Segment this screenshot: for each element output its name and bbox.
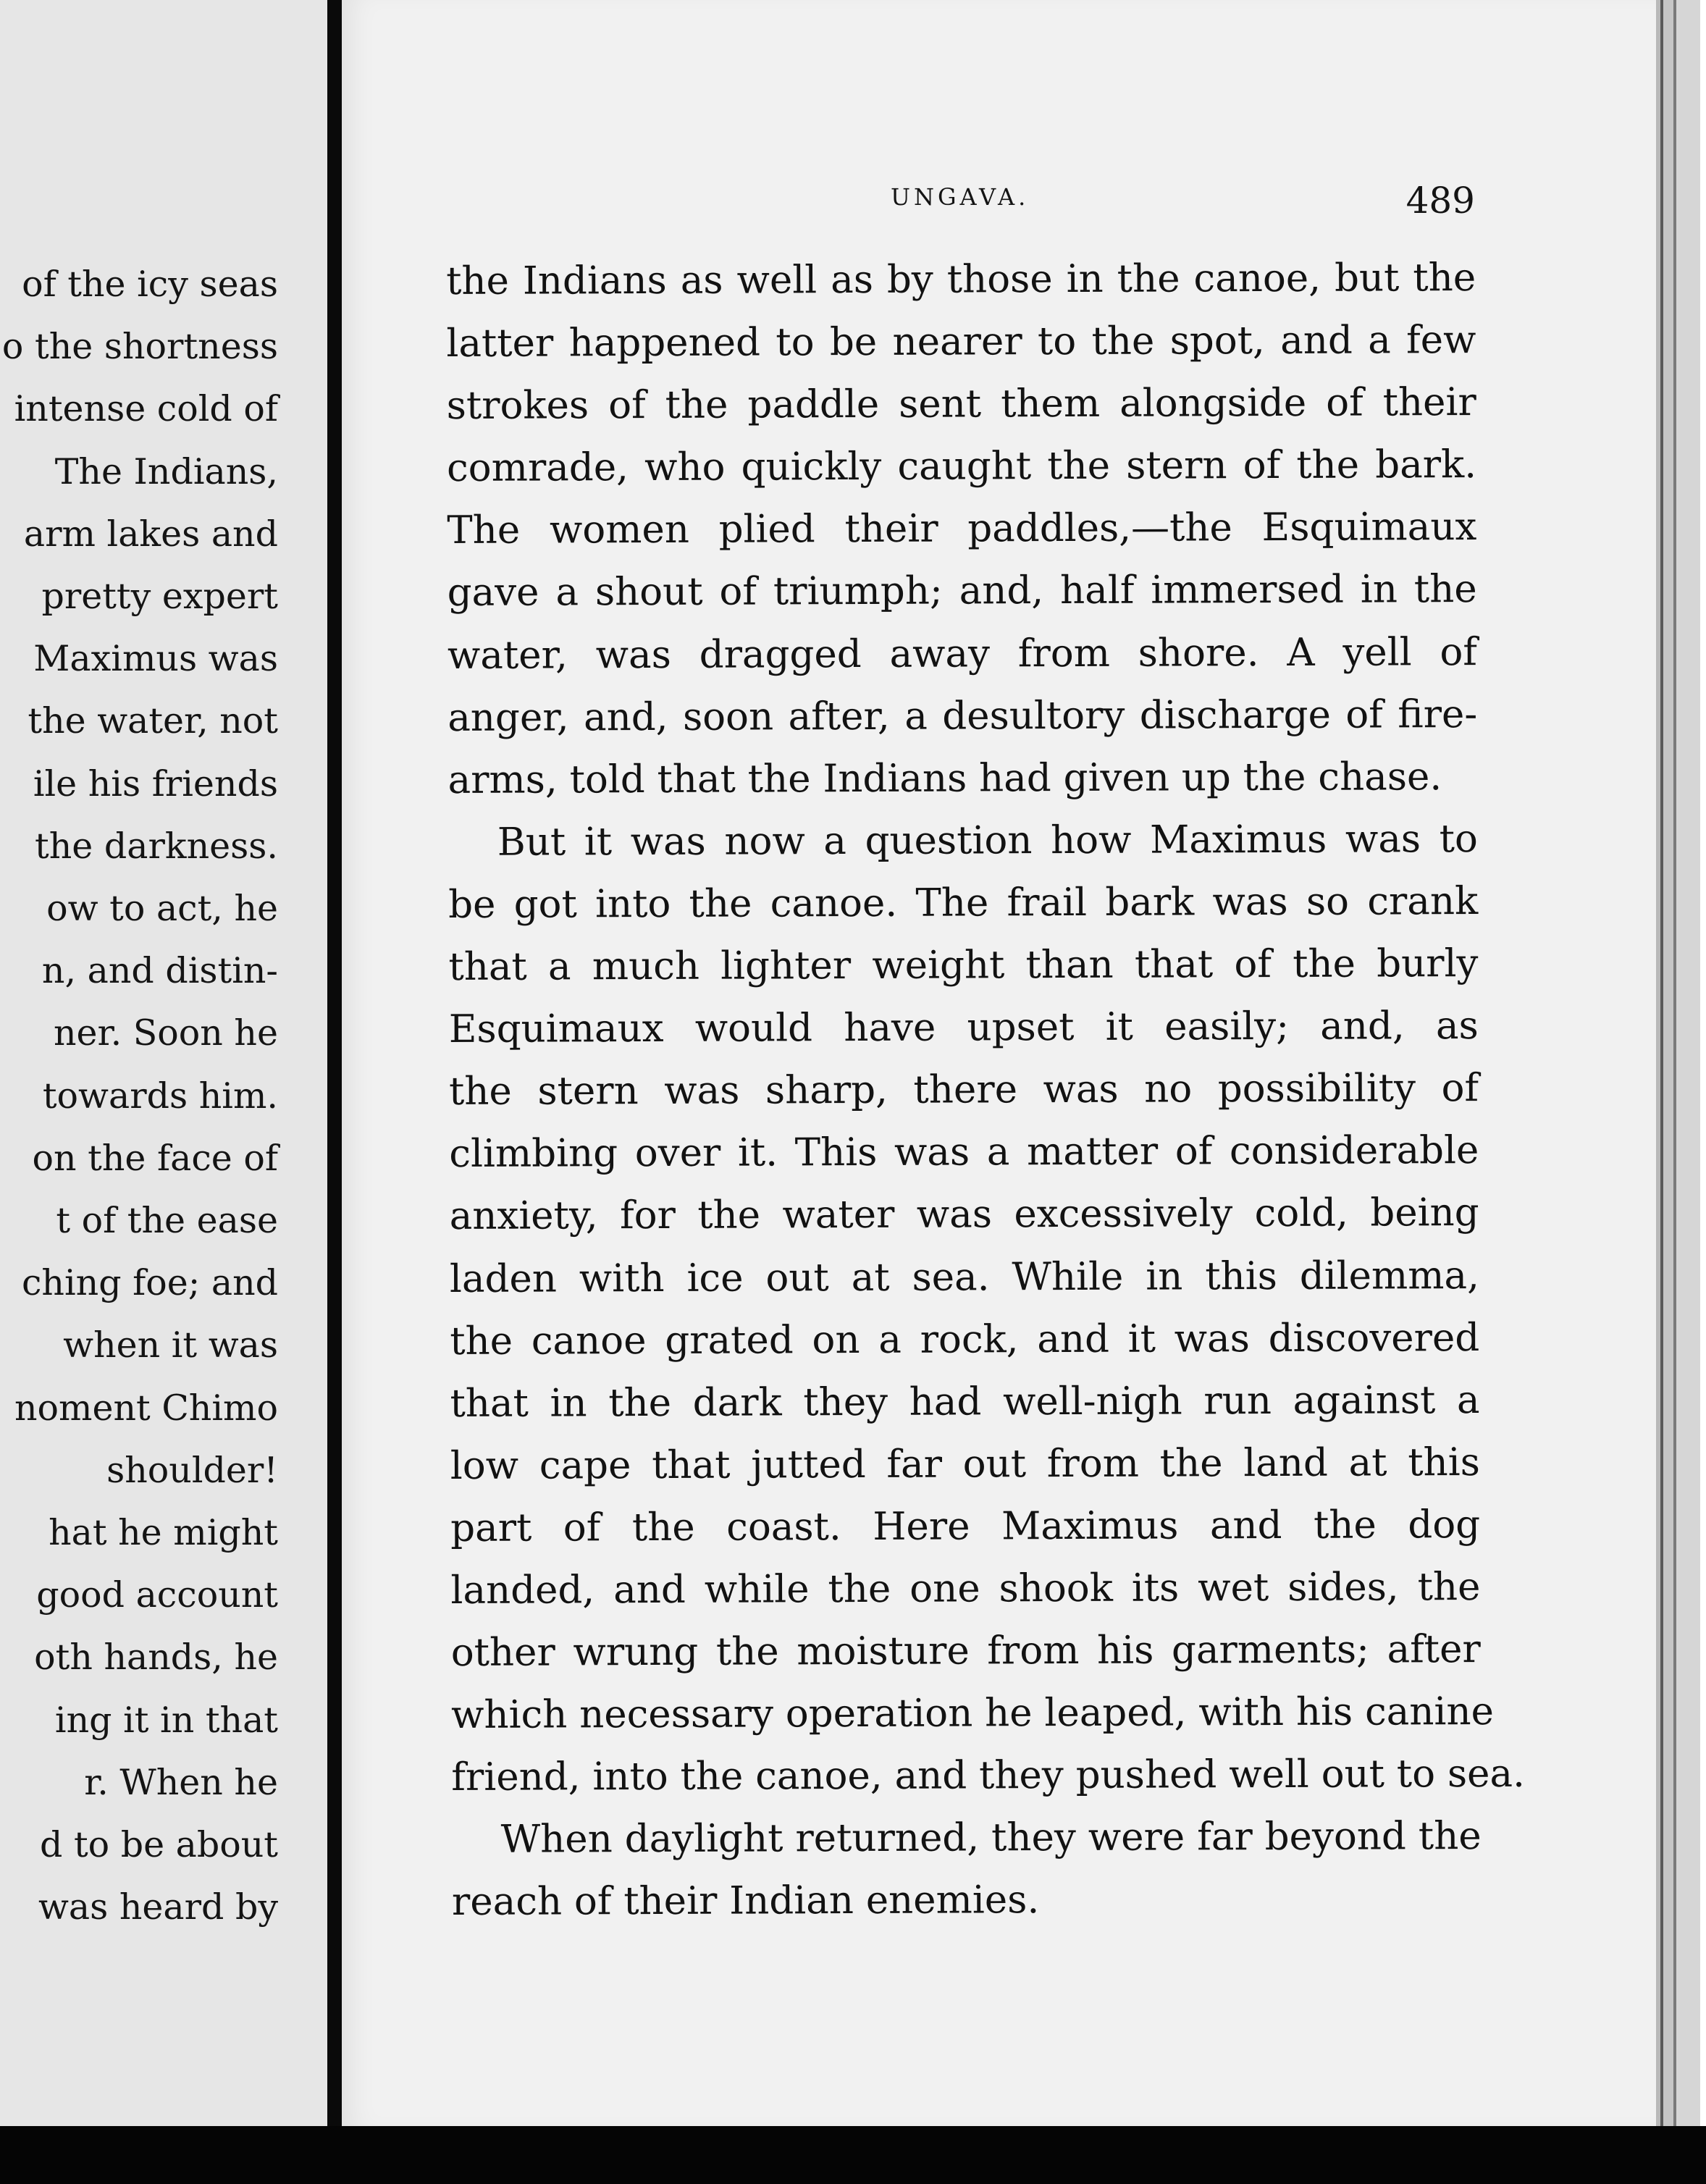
text-line: the stern was sharp, there was no possibility of (448, 1066, 1479, 1114)
text-line: ching foe; and (21, 1262, 278, 1304)
text-line: arm lakes and (23, 513, 278, 555)
text-line: anxiety, for the water was excessively cold, being (449, 1190, 1479, 1239)
text-line: low cape that jutted far out from the land at this (450, 1440, 1480, 1488)
text-line: friend, into the canoe, and they pushed well out to sea. (451, 1752, 1526, 1800)
text-line: strokes of the paddle sent them alongside of their (446, 380, 1476, 429)
text-line: arms, told that the Indians had given up the chase. (447, 754, 1442, 802)
text-line: n, and distin- (41, 950, 278, 992)
text-line: But it was now a question how Maximus was to (497, 816, 1478, 865)
page-body-text (446, 247, 1526, 1933)
text-line: t of the ease (56, 1200, 278, 1242)
text-line: noment Chimo (14, 1387, 278, 1429)
previous-page (0, 0, 327, 2126)
text-line: laden with ice out at sea. While in this dilemma, (449, 1253, 1480, 1301)
text-line: Maximus was (33, 638, 278, 680)
text-line: towards him. (42, 1075, 278, 1117)
text-line: latter happened to be nearer to the spot, and a few (446, 318, 1476, 366)
text-line: that in the dark they had well-nigh run against a (450, 1377, 1480, 1426)
text-line: landed, and while the one shook its wet sides, the (450, 1564, 1481, 1613)
text-line: pretty expert (41, 576, 278, 618)
text-line: when it was (63, 1324, 278, 1366)
text-line: When daylight returned, they were far beyond the (500, 1814, 1482, 1862)
text-line: climbing over it. This was a matter of considerable (449, 1128, 1479, 1177)
text-line: ow to act, he (46, 888, 278, 930)
book-gutter (327, 0, 342, 2126)
text-line: the darkness. (35, 825, 278, 867)
text-line: gave a shout of triumph; and, half immersed in the (447, 567, 1477, 616)
text-line: oth hands, he (34, 1637, 278, 1679)
previous-page-text (2, 253, 278, 1939)
text-line: shoulder! (106, 1449, 278, 1491)
text-line: r. When he (84, 1761, 278, 1803)
page-edges (1656, 0, 1706, 2126)
text-line: the Indians as well as by those in the canoe, but the (446, 256, 1476, 303)
text-line: that a much lighter weight than that of the burly (448, 941, 1479, 990)
text-line: ile his friends (33, 763, 278, 805)
text-line: intense cold of (14, 388, 278, 430)
running-head: UNGAVA. (891, 183, 1030, 211)
scan-border (0, 2126, 1706, 2184)
text-line: ner. Soon he (53, 1012, 278, 1054)
text-line: water, was dragged away from shore. A yell of (447, 629, 1478, 678)
text-line: other wrung the moisture from his garments; after (450, 1627, 1481, 1676)
text-line: which necessary operation he leaped, with his canine (450, 1689, 1494, 1738)
page-number: 489 (1405, 180, 1475, 222)
text-line: was heard by (38, 1886, 278, 1928)
text-line: good account (36, 1574, 278, 1616)
text-line: of the icy seas (22, 264, 278, 305)
text-line: anger, and, soon after, a desultory discharge of fire- (447, 692, 1478, 740)
text-line: the water, not (28, 700, 278, 742)
text-line: d to be about (40, 1824, 278, 1866)
text-line: the canoe grated on a rock, and it was discovered (450, 1315, 1480, 1364)
text-line: be got into the canoe. The frail bark was so crank (448, 878, 1479, 927)
text-line: ing it in that (54, 1699, 278, 1741)
text-line: The Indians, (54, 450, 278, 492)
text-line: The women plied their paddles,—the Esquimaux (447, 505, 1477, 553)
text-line: Esquimaux would have upset it easily; and, as (448, 1004, 1479, 1052)
text-line: hat he might (49, 1512, 278, 1554)
text-line: on the face of (32, 1137, 278, 1179)
text-line: comrade, who quickly caught the stern of the bark. (446, 442, 1477, 491)
text-line: part of the coast. Here Maximus and the dog (450, 1502, 1481, 1550)
text-line: o the shortness (1, 326, 278, 368)
text-line: reach of their Indian enemies. (451, 1878, 1040, 1925)
